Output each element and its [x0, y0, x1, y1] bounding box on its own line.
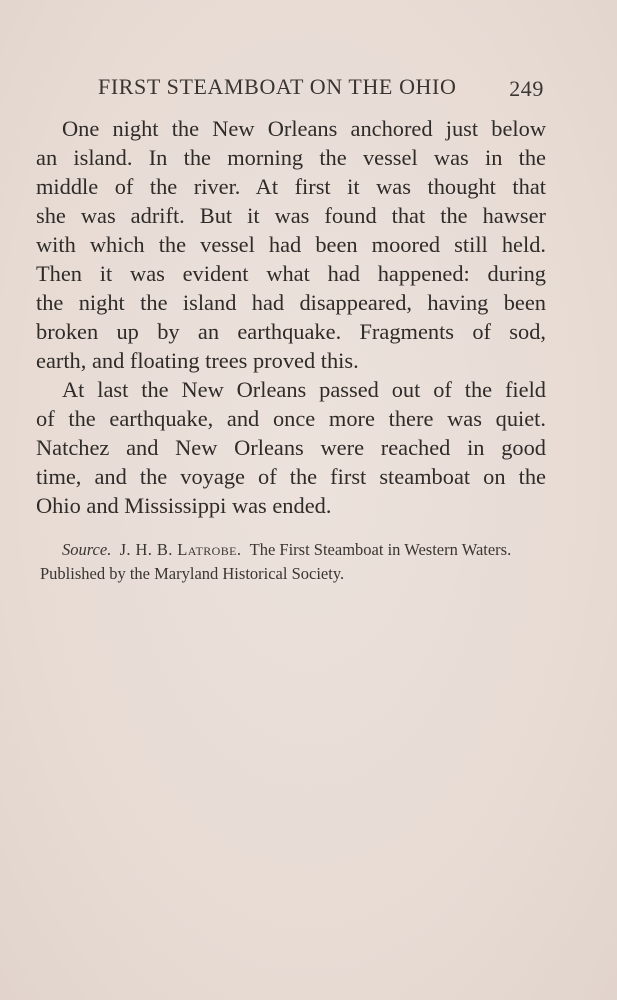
running-head	[98, 74, 544, 104]
text-line: Ohio and Mississippi was ended.	[36, 493, 332, 518]
text-line: earth, and floating trees proved this.	[36, 348, 359, 373]
text-line: an island. In the morning the vessel was in the	[36, 145, 546, 170]
text-line: time, and the voyage of the first steamboat on the	[36, 464, 546, 489]
text-line: of the earthquake, and once more there was quiet.	[36, 406, 546, 431]
text-line: middle of the river. At first it was thought that	[36, 174, 546, 199]
text-line: with which the vessel had been moored still held.	[36, 232, 546, 257]
source-author: J. H. B. Latrobe.	[119, 540, 242, 559]
running-head-title: FIRST STEAMBOAT ON THE OHIO	[98, 74, 457, 99]
body-text	[36, 114, 546, 520]
text-line: Then it was evident what had happened: during	[36, 261, 546, 286]
text-line: At last the New Orleans passed out of the field	[62, 377, 546, 402]
text-line: One night the New Orleans anchored just below	[62, 116, 546, 141]
text-line: she was adrift. But it was found that the hawser	[36, 203, 546, 228]
source-title: The First Steamboat in Western Waters.	[249, 540, 512, 559]
text-line: the night the island had disappeared, having been	[36, 290, 546, 315]
source-line	[40, 538, 546, 562]
text-line: broken up by an earthquake. Fragments of sod,	[36, 319, 546, 344]
source-label: Source.	[62, 540, 112, 559]
source-publisher: Published by the Maryland Historical Society.	[40, 564, 345, 583]
source-citation	[40, 538, 546, 586]
text-line: Natchez and New Orleans were reached in good	[36, 435, 546, 460]
page-number: 249	[509, 76, 544, 101]
